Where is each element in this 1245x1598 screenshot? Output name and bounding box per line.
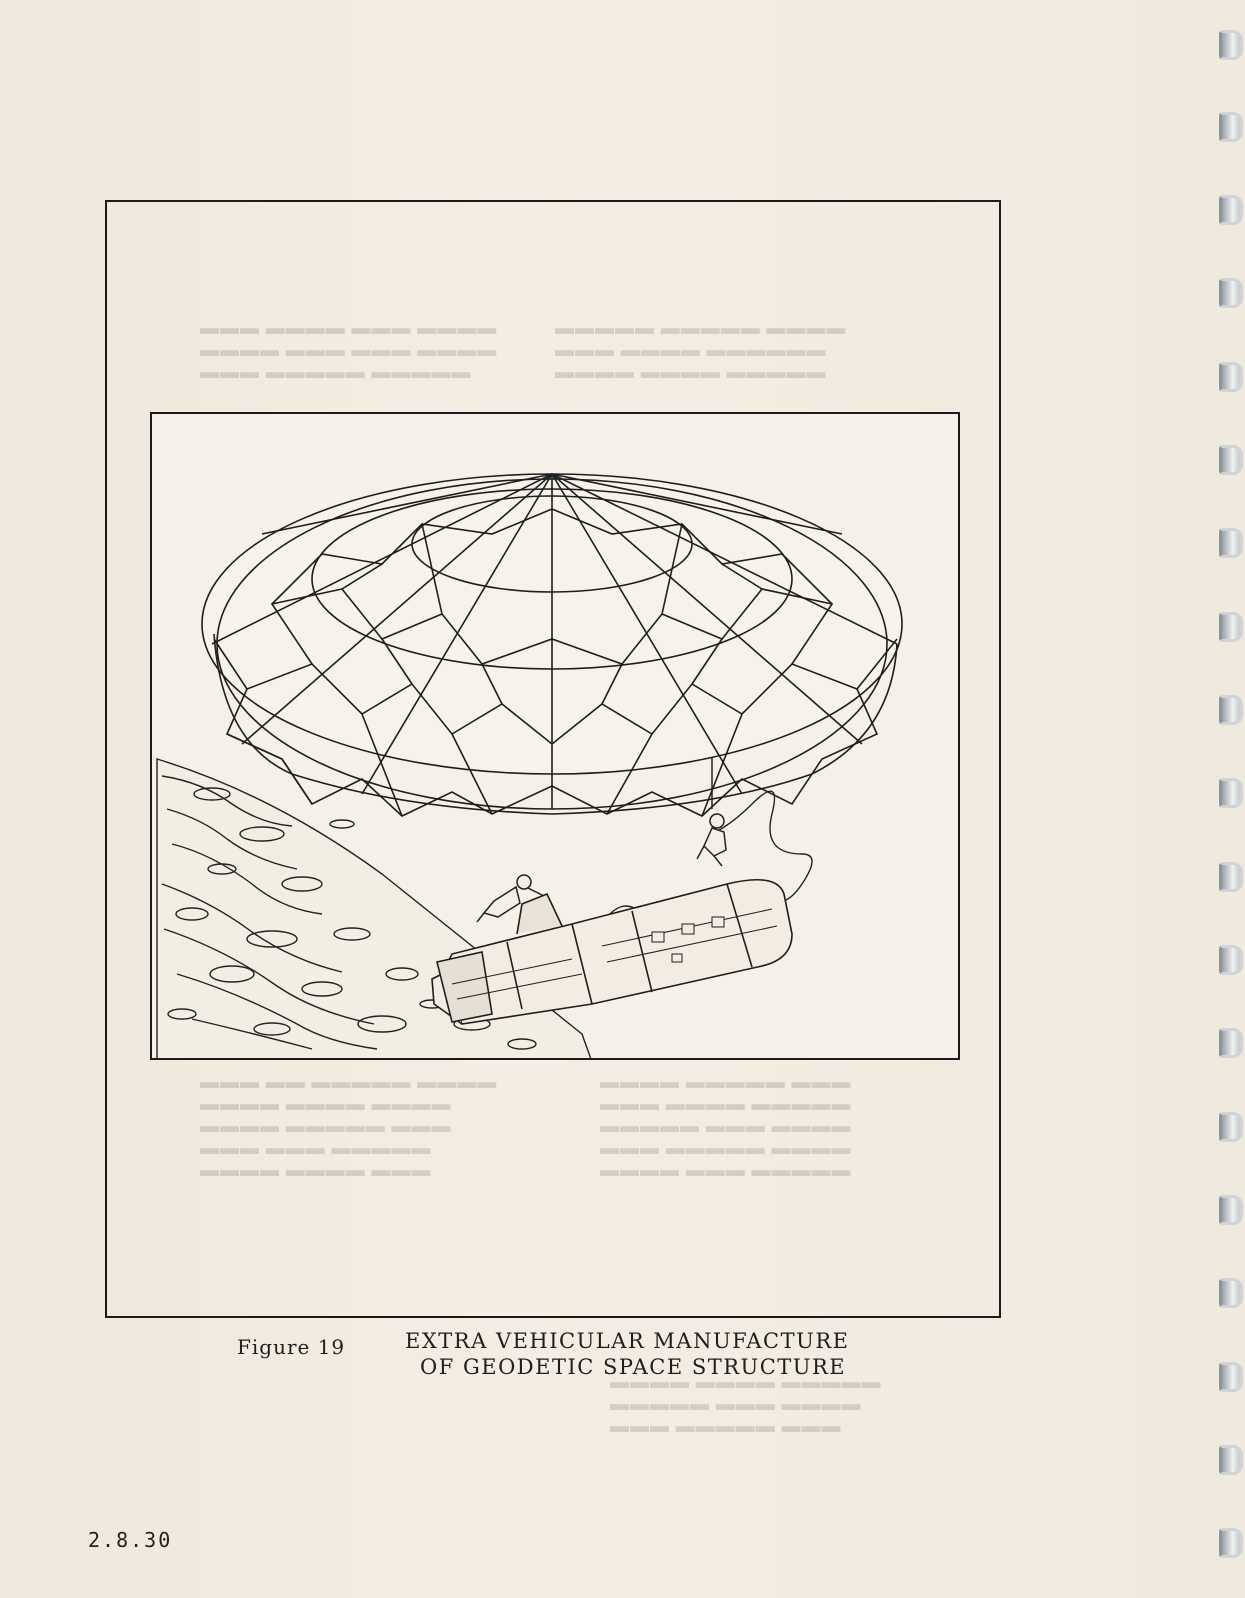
binding-ring-icon (1219, 195, 1243, 225)
figure-title-line-2: OF GEODETIC SPACE STRUCTURE (420, 1355, 847, 1379)
binding-ring-icon (1219, 695, 1243, 725)
page-number: 2.8.30 (88, 1528, 173, 1552)
geodesic-dome (202, 474, 902, 816)
binding-ring-icon (1219, 278, 1243, 308)
spacecraft (432, 880, 792, 1024)
binding-ring-icon (1219, 1112, 1243, 1142)
binding-ring-icon (1219, 1445, 1243, 1475)
bleed-through-texture: ▬▬▬ ▬▬▬▬ ▬▬▬ ▬▬▬▬ ▬▬▬▬ ▬▬▬ ▬▬▬ ▬▬▬▬ ▬▬▬ ▬▬▬▬▬ ▬▬▬▬▬ (200, 318, 498, 383)
binding-ring-icon (1219, 1028, 1243, 1058)
binding-ring-icon (1219, 112, 1243, 142)
bleed-through-texture-bottom: ▬▬▬▬ ▬▬▬▬ ▬▬▬▬▬ ▬▬▬▬▬ ▬▬▬ ▬▬▬▬ ▬▬▬ ▬▬▬▬▬ ▬▬▬ (610, 1372, 882, 1437)
figure-illustration (150, 412, 960, 1060)
bleed-through-texture-lower-right: ▬▬▬▬ ▬▬▬▬▬ ▬▬▬ ▬▬▬ ▬▬▬▬ ▬▬▬▬▬ ▬▬▬▬▬ ▬▬▬ ▬▬▬▬ ▬▬▬ ▬▬▬▬▬ ▬▬▬▬ ▬▬▬▬ ▬▬▬ ▬▬▬▬▬ (600, 1072, 852, 1181)
binding-ring-icon (1219, 778, 1243, 808)
binding-ring-icon (1219, 362, 1243, 392)
figure-number: Figure 19 (237, 1335, 346, 1359)
binding-ring-icon (1219, 528, 1243, 558)
binding-ring-icon (1219, 445, 1243, 475)
geodesic-dome-drawing (152, 414, 960, 1060)
binding-ring-icon (1219, 945, 1243, 975)
bleed-through-texture-lower-left: ▬▬▬ ▬▬ ▬▬▬▬▬ ▬▬▬▬ ▬▬▬▬ ▬▬▬▬ ▬▬▬▬ ▬▬▬▬ ▬▬▬▬▬ ▬▬▬ ▬▬▬ ▬▬▬ ▬▬▬▬▬ ▬▬▬▬ ▬▬▬▬ ▬▬▬ (200, 1072, 498, 1181)
binding-ring-icon (1219, 612, 1243, 642)
binding-ring-icon (1219, 30, 1243, 60)
binding-ring-icon (1219, 862, 1243, 892)
binding-ring-icon (1219, 1528, 1243, 1558)
binding-ring-icon (1219, 1195, 1243, 1225)
figure-title-line-1: EXTRA VEHICULAR MANUFACTURE (405, 1329, 850, 1353)
spiral-binding (1205, 0, 1245, 1598)
binding-ring-icon (1219, 1362, 1243, 1392)
binding-ring-icon (1219, 1278, 1243, 1308)
astronaut-figure-upper (697, 814, 726, 866)
bleed-through-texture-right: ▬▬▬▬▬ ▬▬▬▬▬ ▬▬▬▬ ▬▬▬ ▬▬▬▬ ▬▬▬▬▬▬ ▬▬▬▬ ▬▬▬▬ ▬▬▬▬▬ (555, 318, 847, 383)
